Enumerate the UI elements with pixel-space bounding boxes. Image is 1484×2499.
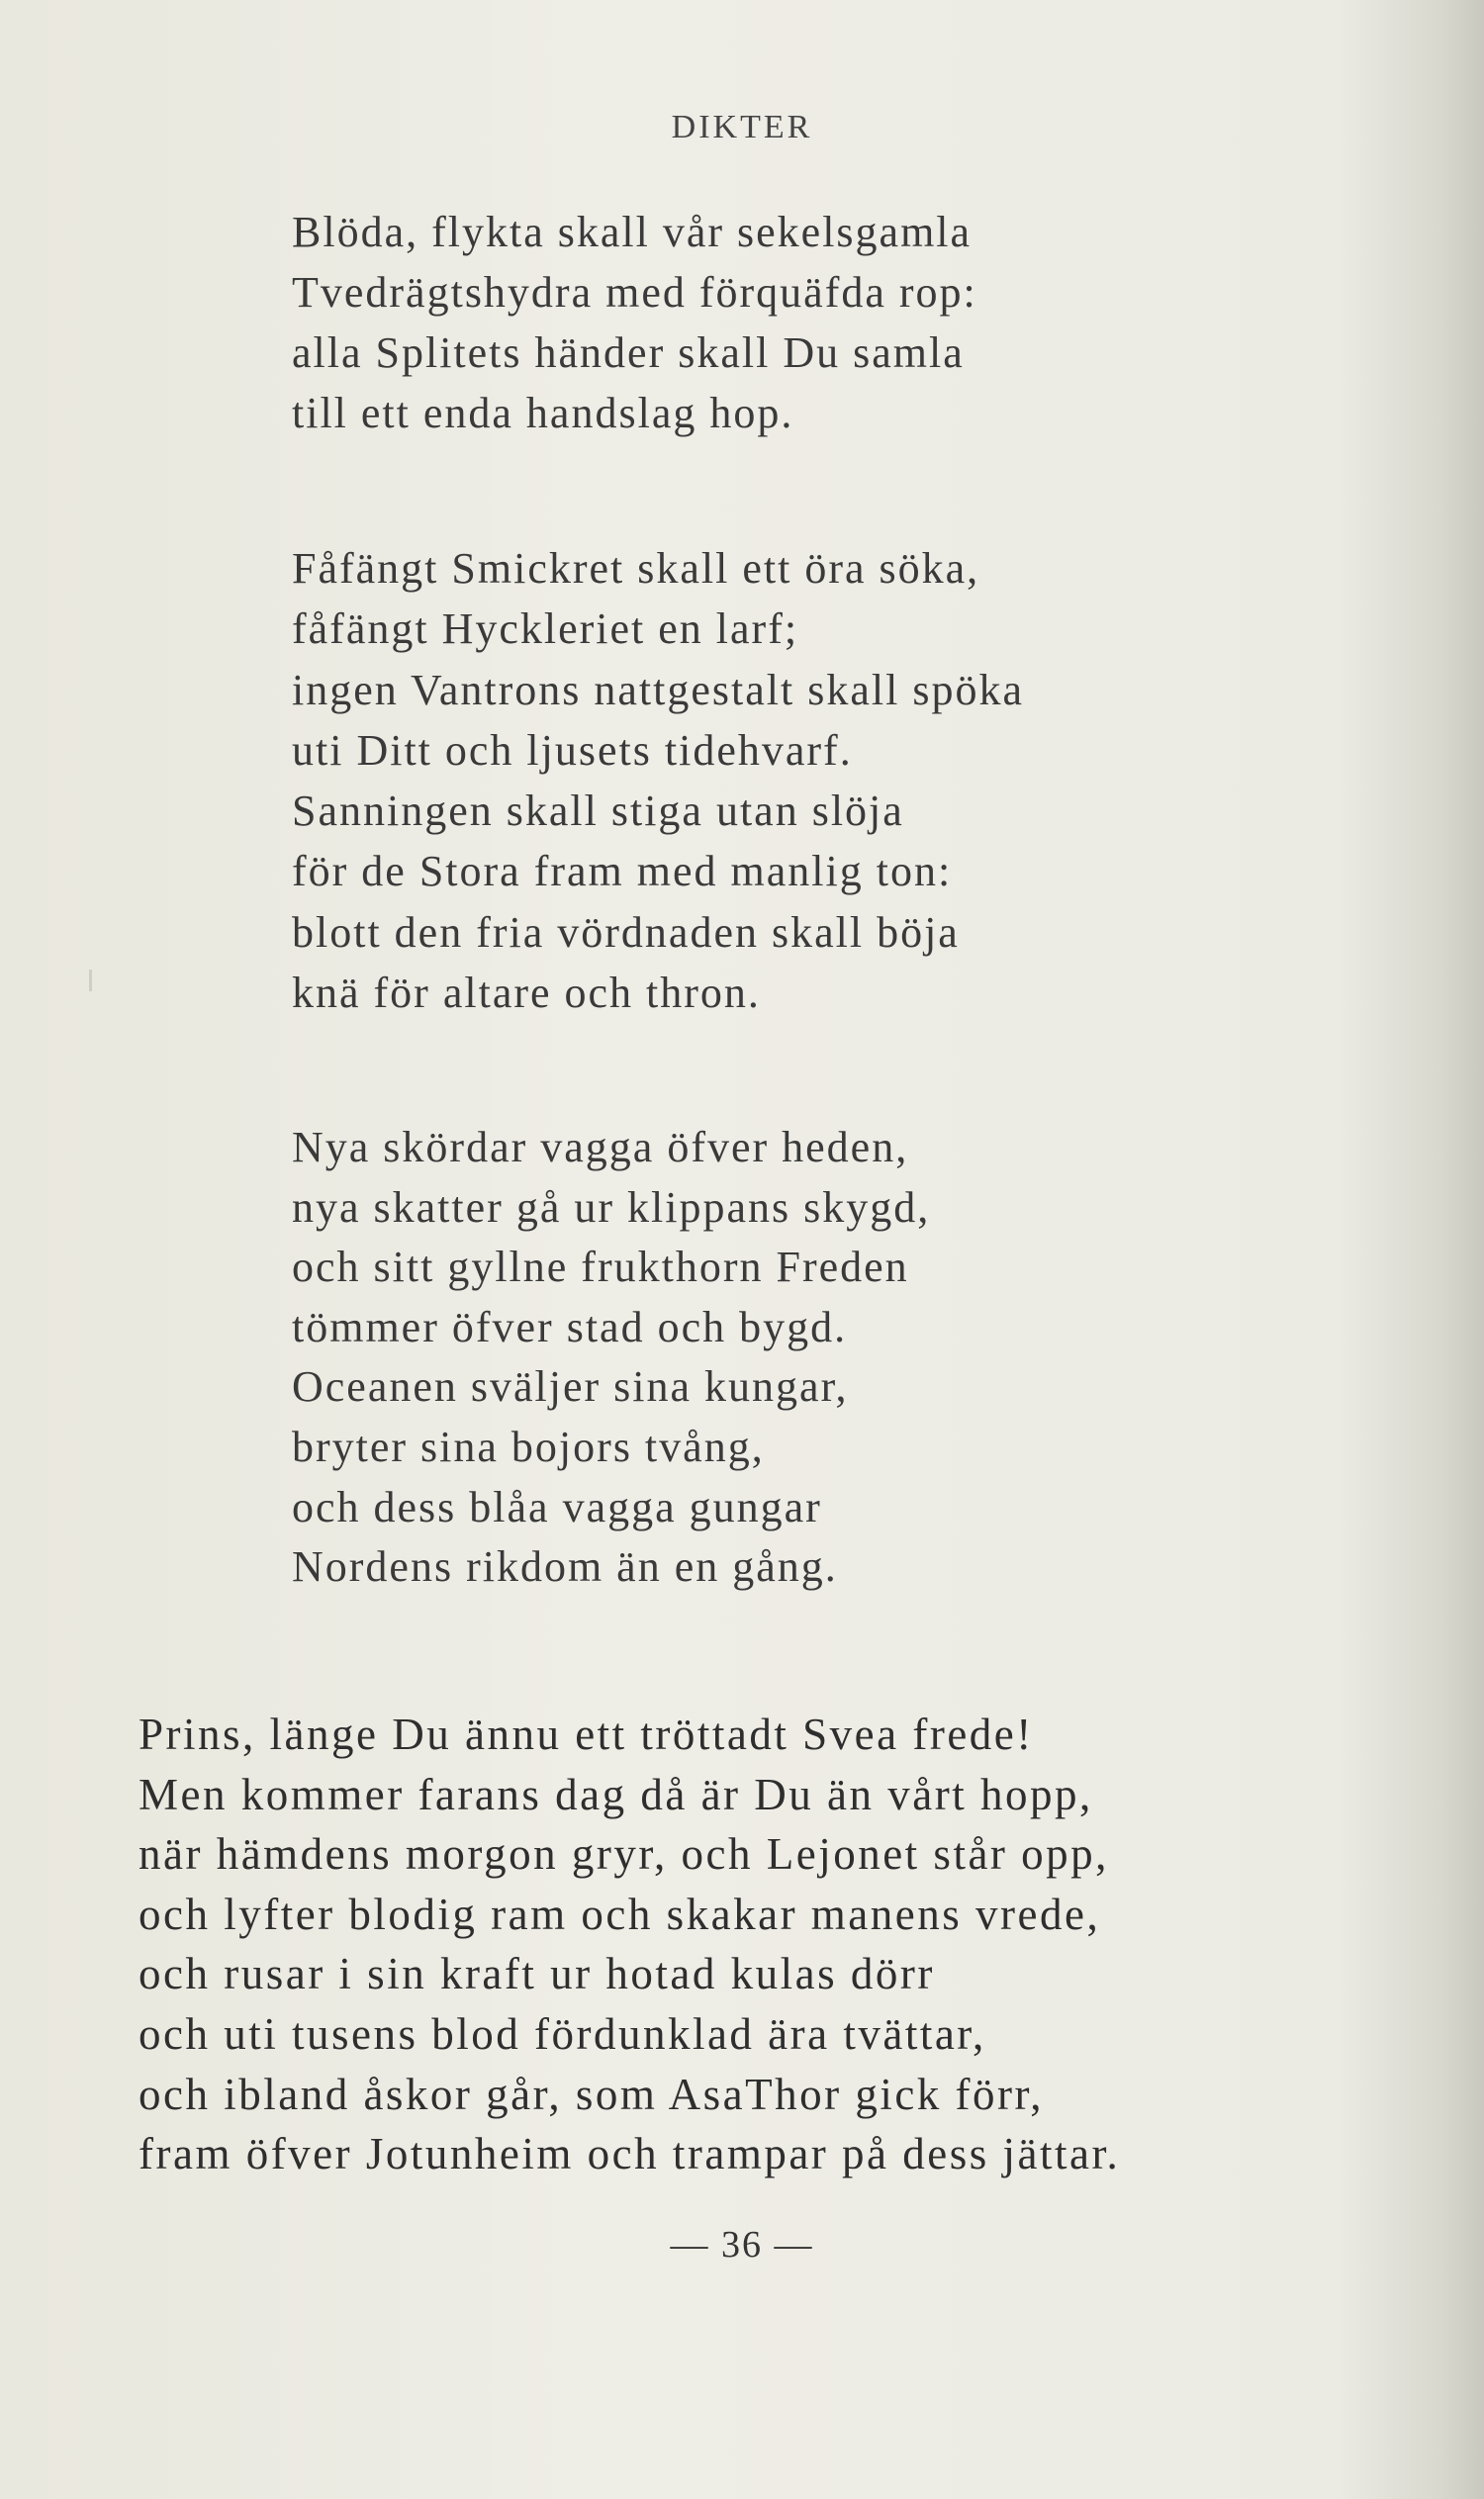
poem-line: när hämdens morgon gryr, och Lejonet står opp, bbox=[139, 1829, 1109, 1880]
paper-speck bbox=[89, 970, 92, 991]
poem-line: Men kommer farans dag då är Du än vårt hopp, bbox=[139, 1769, 1093, 1819]
running-header: DIKTER bbox=[671, 109, 813, 145]
poem-line: Oceanen sväljer sina kungar, bbox=[292, 1362, 849, 1412]
poem-line: Blöda, flykta skall vår sekelsgamla bbox=[292, 208, 973, 256]
poem-line: och dess blåa vagga gungar bbox=[292, 1482, 822, 1531]
poem-line: Nordens rikdom än en gång. bbox=[292, 1542, 838, 1592]
poem-line: tömmer öfver stad och bygd. bbox=[292, 1302, 848, 1351]
poem-line: Prins, länge Du ännu ett tröttadt Svea frede! bbox=[139, 1710, 1034, 1759]
poem-line: Nya skördar vagga öfver heden, bbox=[292, 1123, 909, 1171]
poem-line: knä för altare och thron. bbox=[292, 969, 761, 1018]
poem-line: Fåfängt Smickret skall ett öra söka, bbox=[292, 544, 980, 593]
poem-line: bryter sina bojors tvång, bbox=[292, 1422, 765, 1471]
poem-line: Tvedrägtshydra med förquäfda rop: bbox=[292, 268, 977, 317]
poem-line: och ibland åskor går, som AsaThor gick förr, bbox=[139, 2069, 1044, 2119]
poem-line: alla Splitets händer skall Du samla bbox=[292, 328, 965, 377]
poem-line: och uti tusens blod fördunklad ära tvättar, bbox=[139, 2008, 986, 2059]
page-number: — 36 — bbox=[670, 2224, 814, 2266]
poem-line: ingen Vantrons nattgestalt skall spöka bbox=[292, 665, 1024, 714]
stanza-2 bbox=[292, 538, 1024, 1023]
poem-line: uti Ditt och ljusets tidehvarf. bbox=[292, 725, 853, 775]
poem-line: och lyfter blodig ram och skakar manens vrede, bbox=[139, 1889, 1101, 1939]
poem-line: och sitt gyllne frukthorn Freden bbox=[292, 1243, 909, 1292]
poem-line: nya skatter gå ur klippans skygd, bbox=[292, 1182, 931, 1232]
poem-line: blott den fria vördnaden skall böja bbox=[292, 907, 960, 957]
poem-line: fram öfver Jotunheim och trampar på dess jättar. bbox=[139, 2129, 1121, 2179]
stanza-1 bbox=[292, 202, 977, 443]
stanza-4 bbox=[139, 1705, 1120, 2184]
poem-line: för de Stora fram med manlig ton: bbox=[292, 847, 953, 896]
poem-line: fåfängt Hyckleriet en larf; bbox=[292, 604, 799, 654]
stanza-3 bbox=[292, 1118, 930, 1598]
poem-line: och rusar i sin kraft ur hotad kulas dörr bbox=[139, 1949, 935, 1999]
poem-line: till ett enda handslag hop. bbox=[292, 389, 794, 437]
poem-line: Sanningen skall stiga utan slöja bbox=[292, 787, 904, 836]
